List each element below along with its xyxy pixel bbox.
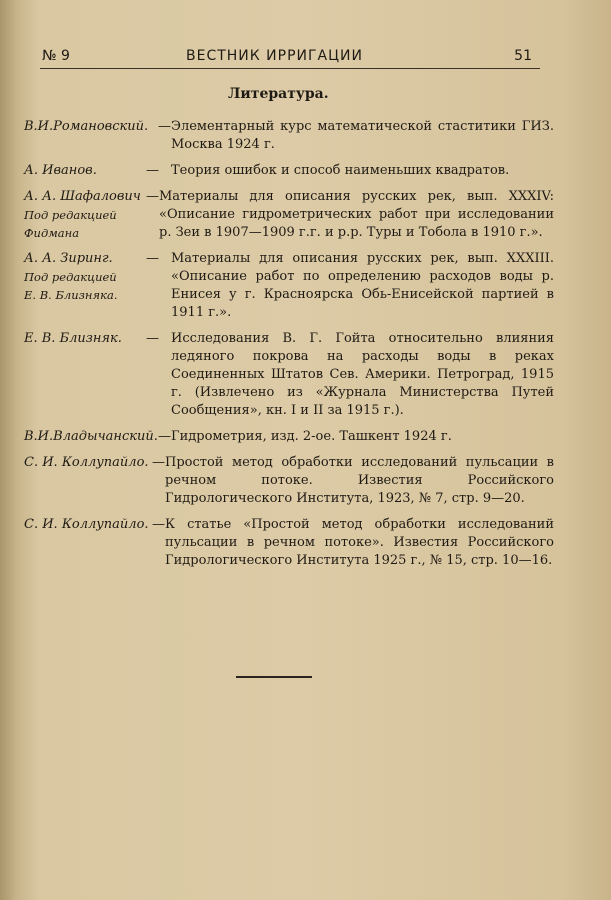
reference-item	[24, 250, 554, 322]
reference-author: Е. В. Близняк.	[24, 331, 122, 346]
reference-text: Материалы для описания русских рек, вып. XXXIII. «Описание работ по определению расходов воды р. Енисея у г. Красноярска Обь-Енисейской партией в 1911 г.».	[171, 251, 554, 320]
reference-item	[24, 330, 554, 420]
reference-item	[24, 454, 554, 508]
reference-item	[24, 516, 554, 570]
reference-dash: —	[146, 331, 159, 346]
reference-item	[24, 118, 554, 154]
reference-item	[24, 428, 554, 446]
reference-list	[24, 118, 554, 578]
reference-text: Теория ошибок и способ наименьших квадратов.	[171, 163, 510, 178]
reference-dash: —	[152, 455, 165, 470]
reference-dash: —	[146, 189, 159, 204]
reference-text: Материалы для описания русских рек, вып. XXXIV: «Описание гидрометрических работ при исследовании р. Зеи в 1907—1909 г.г. и р.р. Туры и Тобола в 1910 г.».	[159, 189, 554, 240]
running-header	[40, 48, 540, 69]
reference-author: А. А. Шафалович	[24, 189, 141, 204]
end-rule	[236, 676, 312, 678]
issue-number: № 9	[42, 48, 70, 64]
reference-text: К статье «Простой метод обработки исследований пульсации в речном потоке». Известия Российского Гидрологического Института 1925 г., № 15, стр. 10—16.	[165, 517, 554, 568]
reference-item	[24, 188, 554, 242]
editor-name: Е. В. Близняка.	[24, 288, 118, 302]
journal-title: ВЕСТНИК ИРРИГАЦИИ	[186, 48, 363, 64]
reference-item	[24, 162, 554, 180]
reference-author: А. А. Зиринг.	[24, 251, 113, 266]
reference-text: Простой метод обработки исследований пульсации в речном потоке. Известия Российского Гидрологического Института, 1923, № 7, стр. 9—20.	[165, 455, 554, 506]
reference-text: Исследования В. Г. Гойта относительно влияния ледяного покрова на расходы воды в реках Соединенных Штатов Сев. Америки. Петроград, 1915 г. (Извлечено из «Журнала Министерства Путей Сообщения», кн. I и II за 1915 г.).	[171, 331, 554, 418]
reference-author: В.И.Владычанский.	[24, 429, 158, 444]
editor-label: Под редакцией	[24, 208, 117, 222]
section-heading: Литература.	[228, 86, 329, 102]
reference-author: А. Иванов.	[24, 163, 97, 178]
reference-text: Элементарный курс математической стаститики ГИЗ. Москва 1924 г.	[171, 119, 554, 152]
reference-text: Гидрометрия, изд. 2-ое. Ташкент 1924 г.	[171, 429, 452, 444]
reference-author: В.И.Романовский.	[24, 119, 149, 134]
reference-dash: —	[152, 517, 165, 532]
reference-dash: —	[146, 163, 159, 178]
editor-label: Под редакцией	[24, 270, 117, 284]
reference-dash: —	[158, 429, 171, 444]
reference-dash: —	[146, 251, 159, 266]
editor-name: Фидмана	[24, 226, 80, 240]
reference-author: С. И. Коллупайло.	[24, 455, 149, 470]
page-number: 51	[514, 48, 532, 64]
reference-author: С. И. Коллупайло.	[24, 517, 149, 532]
reference-dash: —	[158, 119, 171, 134]
